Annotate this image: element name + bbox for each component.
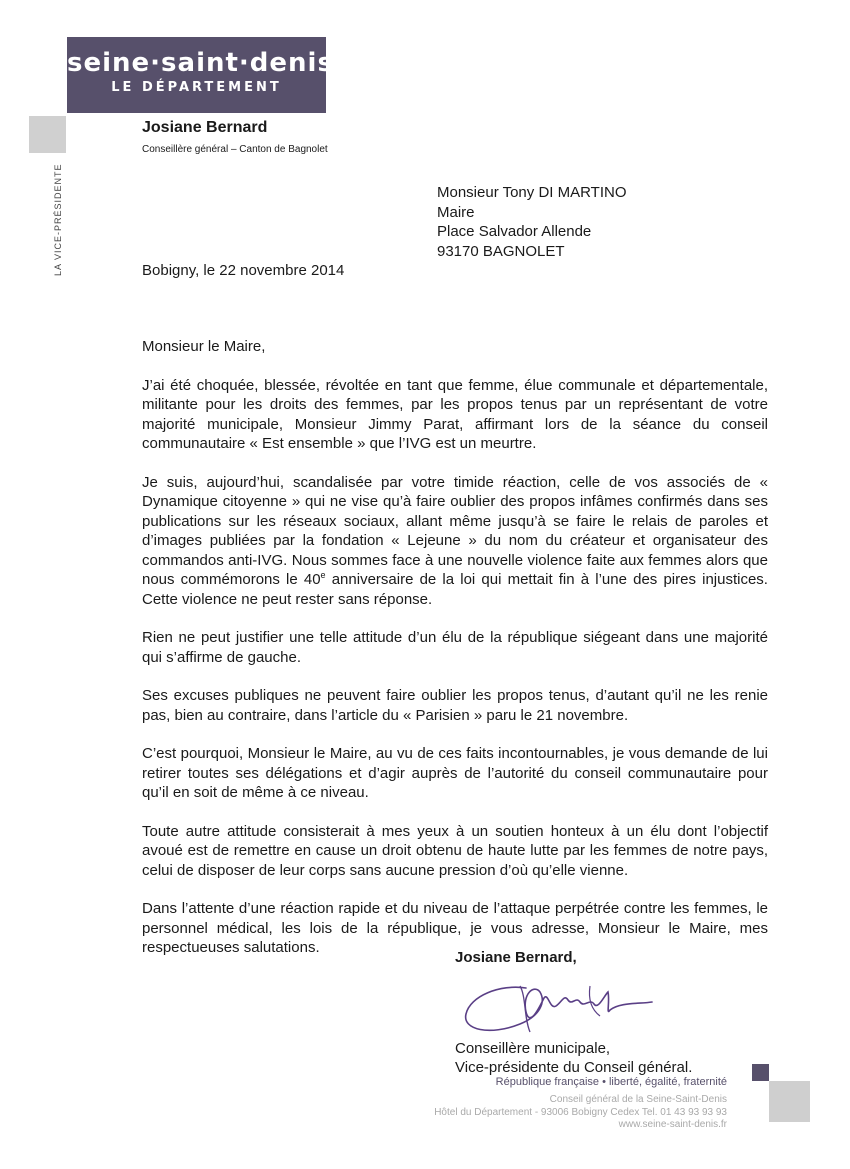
signatory-roles	[455, 1040, 692, 1077]
letter-body	[142, 337, 768, 977]
recipient-street: Place Salvador Allende	[437, 223, 592, 240]
decorative-square-gray	[29, 116, 66, 153]
salutation: Monsieur le Maire,	[142, 338, 266, 355]
recipient-city: 93170 BAGNOLET	[437, 242, 565, 260]
paragraph-2	[142, 473, 768, 610]
paragraph-1: J’ai été choquée, blessée, révoltée en tant que femme, élue communale et départementale, militante pour les droits des femmes, par les propos tenus par un représentant de votre majorité municipale, Monsieur Jimmy Parat, affirmant lors de la séance du conseil communautaire « Est ensemble » que l’IVG est un meurtre.	[142, 376, 768, 452]
footer-website: www.seine-saint-denis.fr	[618, 1119, 727, 1130]
paragraph-7: Dans l’attente d’une réaction rapide et du niveau de l’attaque perpétrée contre les femmes, le personnel médical, les lois de la république, je vous adresse, Monsieur le Maire, mes respectueuses salutations.	[142, 900, 768, 956]
paragraph-2-part-a: Je suis, aujourd’hui, scandalisée par votre timide réaction, celle de vos associés de « Dynamique citoyenne » qui ne vise qu’à faire oublier des propos infâmes confirmés dans ses publications sur les réseaux sociaux, allant même jusqu’à se faire le relais de paroles et d’images publiées par la fondation « Lejeune » du nom du créateur et organisateur des commandos anti-IVG. Nous sommes face à une nouvelle violence faite aux femmes alors que nous commémorons le 40	[142, 473, 768, 588]
decorative-square-gray-footer	[769, 1081, 810, 1122]
footer-address: Hôtel du Département - 93006 Bobigny Cedex Tel. 01 43 93 93 93	[434, 1106, 727, 1118]
paragraph-2-part-b: anniversaire de la loi qui mettait fin à l’une des pires injustices. Cette violence ne peut rester sans réponse.	[142, 571, 768, 608]
sender-title: Conseillère général – Canton de Bagnolet	[142, 144, 328, 155]
paragraph-3: Rien ne peut justifier une telle attitude d’un élu de la république siégeant dans une majorité qui s’affirme de gauche.	[142, 629, 768, 666]
ordinal-superscript: e	[320, 570, 326, 580]
paragraph-6: Toute autre attitude consisterait à mes yeux à un soutien honteux à un élu dont l’objectif avoué est de remettre en cause un droit obtenu de haute lutte par les femmes de notre pays, celui de disposer de leur corps sans aucune pression d’où qu’elle vienne.	[142, 822, 768, 879]
republic-motto: République française • liberté, égalité, fraternité	[495, 1076, 727, 1088]
footer-contact	[434, 1094, 727, 1132]
paragraph-5: C’est pourquoi, Monsieur le Maire, au vu de ces faits incontournables, je vous demande de lui retirer toutes ses délégations et d’agir auprès de l’autorité du conseil communautaire pour qu’il en soit de même à ce niveau.	[142, 745, 768, 801]
signatory-role-2: Vice-présidente du Conseil général.	[455, 1058, 693, 1076]
recipient-name: Monsieur Tony DI MARTINO	[437, 184, 627, 201]
sender-name: Josiane Bernard	[142, 119, 268, 136]
recipient-role: Maire	[437, 203, 475, 221]
footer-organization: Conseil général de la Seine-Saint-Denis	[549, 1094, 727, 1105]
recipient-address	[437, 183, 627, 261]
logo-wordmark: seine·saint·denis	[67, 48, 334, 78]
logo-subtitle: LE DÉPARTEMENT	[111, 80, 282, 95]
signatory-role-1: Conseillère municipale,	[455, 1040, 611, 1057]
vertical-label: LA VICE-PRÉSIDENTE	[53, 163, 63, 276]
department-logo	[67, 37, 334, 113]
paragraph-4: Ses excuses publiques ne peuvent faire oublier les propos tenus, d’autant qu’il ne les renie pas, bien au contraire, dans l’article du « Parisien » paru le 21 novembre.	[142, 687, 768, 724]
decorative-square-purple	[752, 1064, 769, 1081]
handwritten-signature	[460, 966, 660, 1046]
letter-date: Bobigny, le 22 novembre 2014	[142, 262, 345, 279]
signatory-name: Josiane Bernard,	[455, 949, 577, 966]
